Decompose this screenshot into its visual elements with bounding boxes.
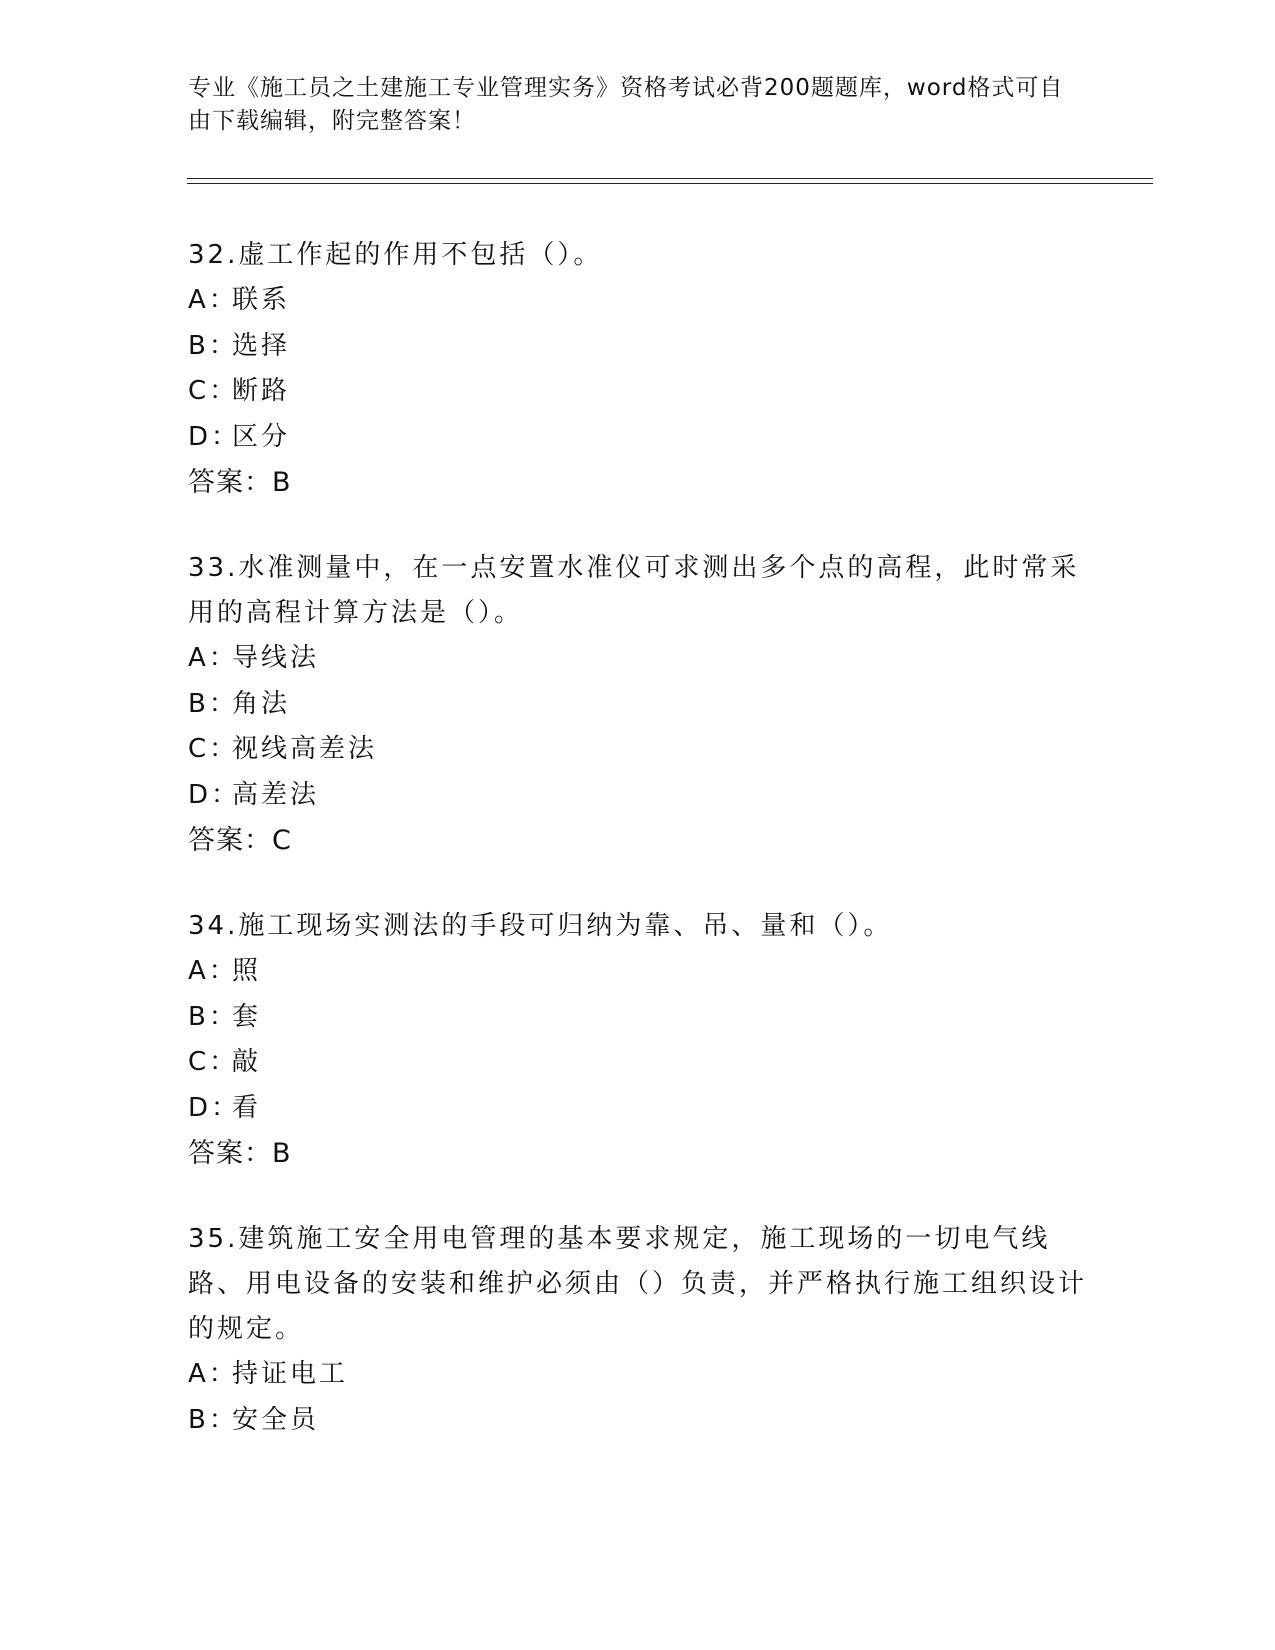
question-list — [188, 233, 1088, 1483]
option-letter: A： — [188, 1359, 238, 1389]
option-text: 高差法 — [232, 779, 320, 810]
option-text: 区分 — [232, 421, 291, 452]
option-letter: B： — [188, 1404, 238, 1435]
option-c — [188, 1040, 1088, 1086]
option-a — [188, 1352, 1088, 1398]
option-b — [188, 995, 1088, 1041]
option-text: 持证电工 — [232, 1359, 349, 1389]
option-text: 敲 — [232, 1047, 262, 1077]
answer-line: 答案：B — [188, 1138, 292, 1169]
header-divider-top — [187, 178, 1153, 179]
option-letter: A： — [188, 956, 238, 986]
option-text: 角法 — [232, 688, 291, 719]
option-letter: B： — [188, 1001, 238, 1032]
option-letter: D： — [188, 779, 241, 810]
option-b — [188, 682, 1088, 728]
question-text: 33.水准测量中，在一点安置水准仪可求测出多个点的高程，此时常采用的高程计算方法是（）。 — [188, 553, 1080, 628]
option-letter: A： — [188, 285, 238, 315]
option-letter: C： — [188, 376, 239, 406]
option-d — [188, 773, 1088, 819]
option-text: 联系 — [232, 285, 291, 315]
document-header-title: 专业《施工员之土建施工专业管理实务》资格考试必背200题题库，word格式可自由下载编辑，附完整答案！ — [188, 75, 1064, 134]
option-a — [188, 278, 1088, 324]
option-text: 安全员 — [232, 1404, 320, 1435]
option-a — [188, 636, 1088, 682]
question-text: 32.虚工作起的作用不包括（）。 — [188, 240, 603, 270]
question-item — [188, 904, 1088, 1177]
option-d — [188, 1086, 1088, 1132]
answer-line: 答案：C — [188, 825, 292, 856]
question-item — [188, 1217, 1088, 1443]
option-b — [188, 1398, 1088, 1444]
option-letter: C： — [188, 734, 239, 764]
option-text: 套 — [232, 1001, 262, 1032]
option-letter: D： — [188, 1092, 241, 1123]
option-text: 断路 — [232, 376, 291, 406]
option-text: 导线法 — [232, 643, 320, 673]
option-text: 选择 — [232, 330, 291, 361]
option-b — [188, 324, 1088, 370]
option-letter: D： — [188, 421, 241, 452]
answer-line: 答案：B — [188, 467, 292, 498]
option-text: 看 — [232, 1092, 262, 1123]
option-c — [188, 727, 1088, 773]
option-c — [188, 369, 1088, 415]
question-item — [188, 233, 1088, 506]
header-divider-bottom — [187, 183, 1153, 184]
option-text: 照 — [232, 956, 262, 986]
option-text: 视线高差法 — [232, 734, 378, 764]
option-d — [188, 415, 1088, 461]
question-text: 35.建筑施工安全用电管理的基本要求规定，施工现场的一切电气线路、用电设备的安装和维护必须由（）负责，并严格执行施工组织设计的规定。 — [188, 1224, 1088, 1344]
option-letter: A： — [188, 643, 238, 673]
question-item — [188, 546, 1088, 864]
option-a — [188, 949, 1088, 995]
question-text: 34.施工现场实测法的手段可归纳为靠、吊、量和（）。 — [188, 911, 893, 941]
option-letter: C： — [188, 1047, 239, 1077]
option-letter: B： — [188, 688, 238, 719]
option-letter: B： — [188, 330, 238, 361]
